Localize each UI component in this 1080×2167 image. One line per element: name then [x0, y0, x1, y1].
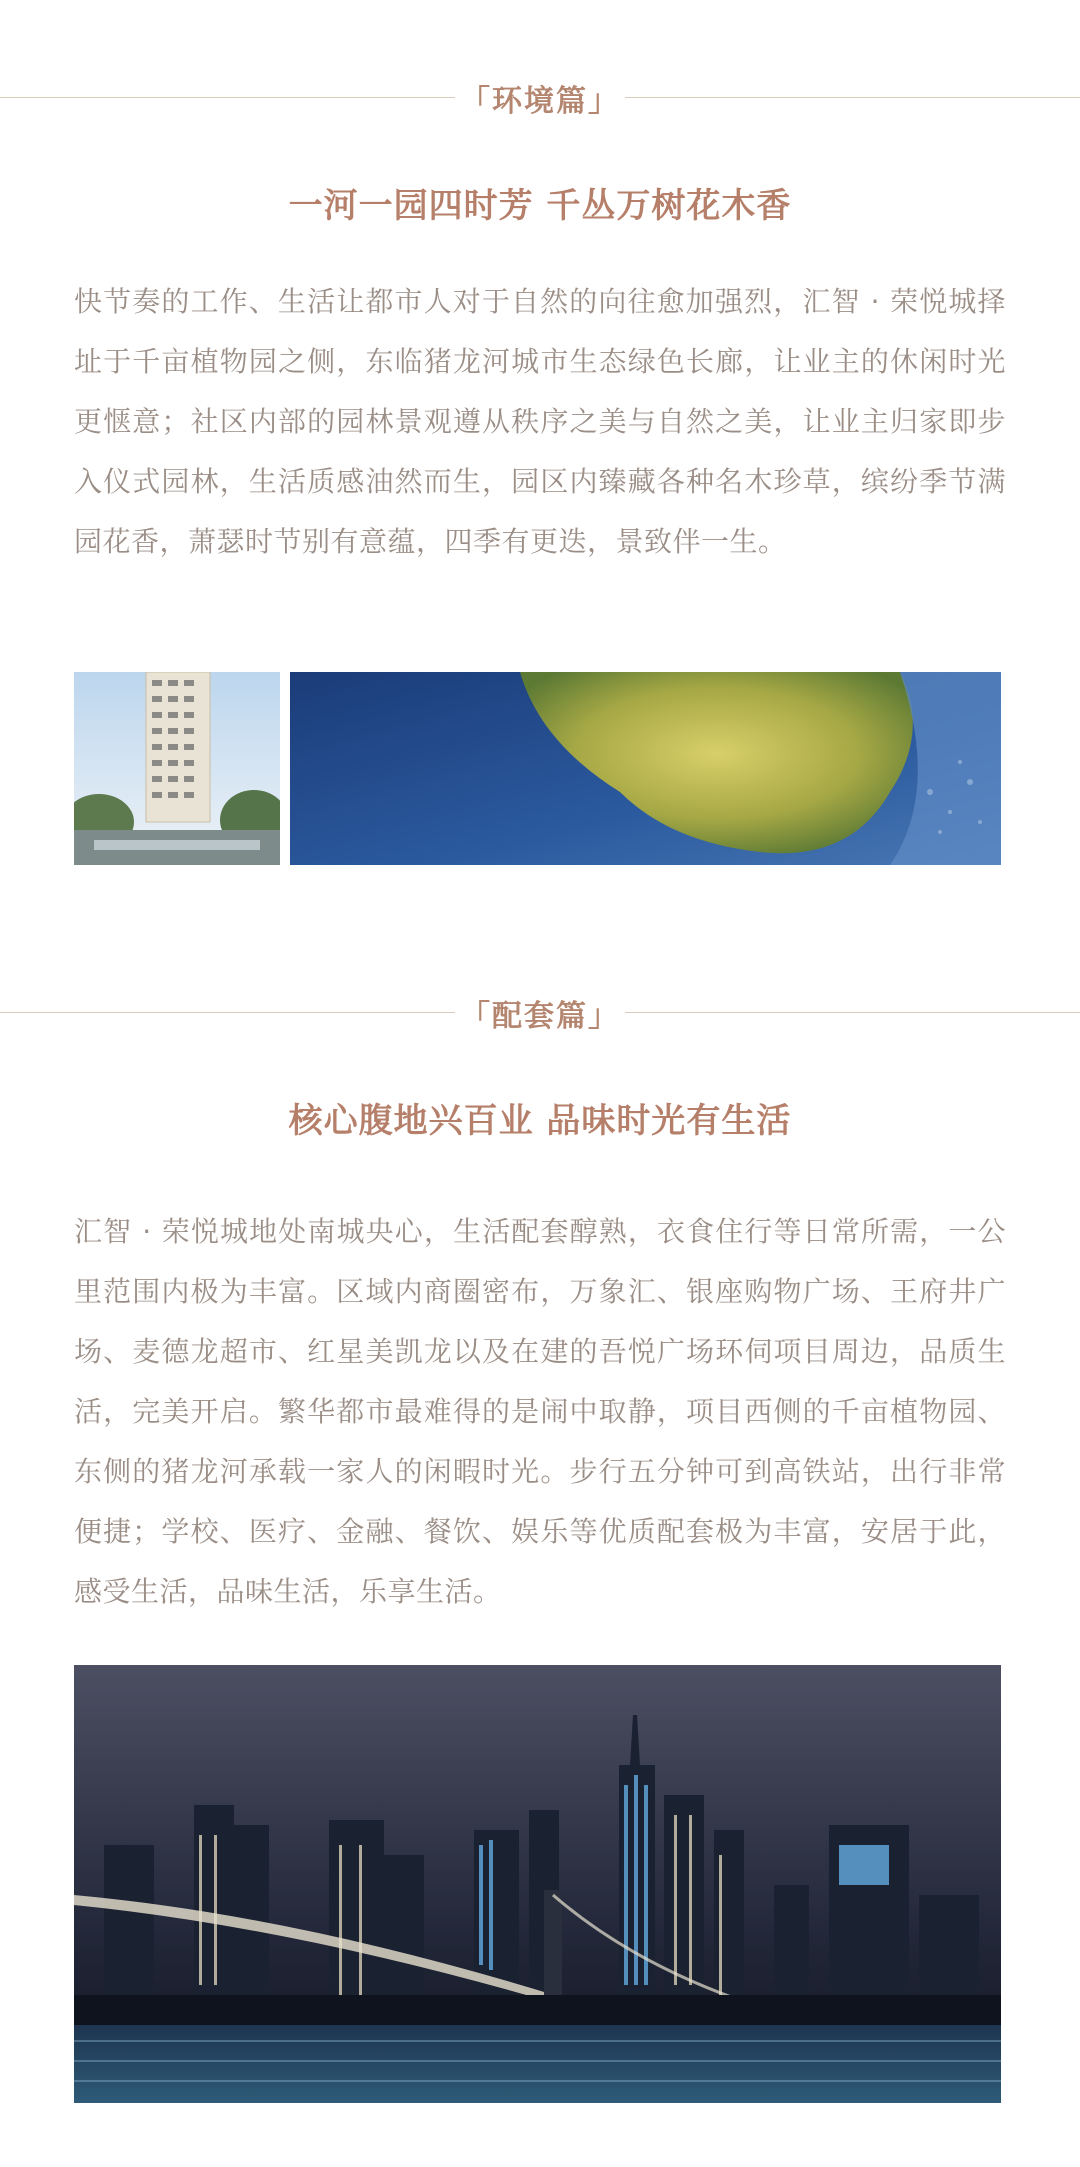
- divider-line-left: [0, 97, 455, 98]
- bracket-close: 」: [588, 999, 620, 1034]
- divider-line-left: [0, 1012, 455, 1013]
- section-paragraph: 快节奏的工作、生活让都市人对于自然的向往愈加强烈，汇智 · 荣悦城择址于千亩植物园之侧，东临猪龙河城市生态绿色长廊，让业主的休闲时光更惬意；社区内部的园林景观遵从秩序之美与自然之美，让业主归家即步入仪式园林，生活质感油然而生，园区内臻藏各种名木珍草，缤纷季节满园花香，萧瑟时节别有意蕴，四季有更迭，景致伴一生。: [74, 285, 1006, 558]
- bracket-close: 」: [588, 84, 620, 119]
- section-divider-amenities: [0, 983, 1080, 1043]
- bracket-open: 「: [460, 999, 492, 1034]
- section-divider-environment: [0, 68, 1080, 128]
- section-title-text: 环境篇: [492, 84, 588, 119]
- divider-line-right: [625, 1012, 1080, 1013]
- lake-forest-aerial-photo: [290, 672, 1001, 865]
- section-paragraph: 汇智 · 荣悦城地处南城央心，生活配套醇熟，衣食住行等日常所需，一公里范围内极为丰富。区域内商圈密布，万象汇、银座购物广场、王府井广场、麦德龙超市、红星美凯龙以及在建的吾悦广场环伺项目周边，品质生活，完美开启。繁华都市最难得的是闹中取静，项目西侧的千亩植物园、东侧的猪龙河承载一家人的闲暇时光。步行五分钟可到高铁站，出行非常便捷；学校、医疗、金融、餐饮、娱乐等优质配套极为丰富，安居于此，感受生活，品味生活，乐享生活。: [74, 1215, 1006, 1608]
- city-night-skyline-photo: [74, 1665, 1001, 2103]
- bracket-open: 「: [460, 84, 492, 119]
- residential-tower-photo: [74, 672, 280, 865]
- section-headline: 一河一园四时芳 千丛万树花木香: [288, 186, 792, 226]
- section-title-text: 配套篇: [492, 999, 588, 1034]
- divider-line-right: [625, 97, 1080, 98]
- section-title: [455, 76, 625, 120]
- section-headline: 核心腹地兴百业 品味时光有生活: [288, 1101, 792, 1141]
- section-title: [455, 991, 625, 1035]
